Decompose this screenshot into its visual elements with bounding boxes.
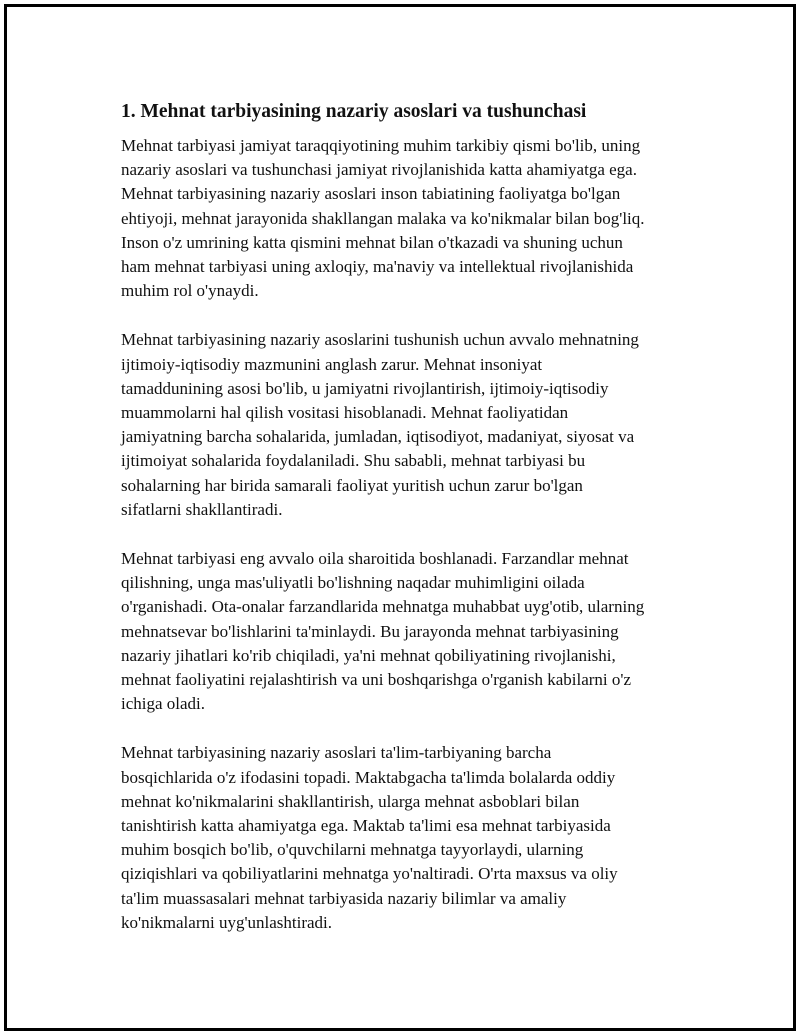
text-line: qilishning, unga mas'uliyatli bo'lishning naqadar muhimligini oilada [121,573,585,593]
text-line: sifatlarni shakllantiradi. [121,499,283,519]
text-line: muhim bosqich bo'lib, o'quvchilarni mehnatga tayyorlaydi, ularning [121,840,584,860]
text-line: mehnat ko'nikmalarini shakllantirish, ularga mehnat asboblari bilan [121,791,580,811]
text-line: muhim rol o'ynaydi. [121,281,259,301]
page-frame [4,4,796,1031]
text-line: ta'lim muassasalari mehnat tarbiyasida nazariy bilimlar va amaliy [121,888,567,908]
section-heading: 1. Mehnat tarbiyasining nazariy asoslari va tushunchasi [121,101,587,122]
paragraph [121,547,693,716]
text-line: Mehnat tarbiyasining nazariy asoslarini tushunish uchun avvalo mehnatning [121,330,639,350]
text-line: ijtimoiy-iqtisodiy mazmunini anglash zarur. Mehnat insoniyat [121,354,543,374]
text-line: ham mehnat tarbiyasi uning axloqiy, ma'naviy va intellektual rivojlanishida [121,257,634,277]
text-line: Mehnat tarbiyasining nazariy asoslari ta'lim-tarbiyaning barcha [121,743,552,763]
text-line: Mehnat tarbiyasining nazariy asoslari inson tabiatining faoliyatga bo'lgan [121,184,621,204]
text-line: jamiyatning barcha sohalarida, jumladan, iqtisodiyot, madaniyat, siyosat va [121,427,635,447]
text-line: ijtimoiyat sohalarida foydalaniladi. Shu sababli, mehnat tarbiyasi bu [121,451,586,471]
document-body [121,99,693,960]
text-line: nazariy asoslari va tushunchasi jamiyat rivojlanishida katta ahamiyatga ega. [121,160,637,180]
paragraph [121,741,693,935]
text-line: sohalarning har birida samarali faoliyat yuritish uchun zarur bo'lgan [121,475,583,495]
text-line: Inson o'z umrining katta qismini mehnat bilan o'tkazadi va shuning uchun [121,232,623,252]
text-line: tamaddunining asosi bo'lib, u jamiyatni rivojlantirish, ijtimoiy-iqtisodiy [121,378,609,398]
text-line: tanishtirish katta ahamiyatga ega. Maktab ta'limi esa mehnat tarbiyasida [121,816,611,836]
text-line: qiziqishlari va qobiliyatlarini mehnatga yo'naltiradi. O'rta maxsus va oliy [121,864,618,884]
text-line: Mehnat tarbiyasi eng avvalo oila sharoitida boshlanadi. Farzandlar mehnat [121,549,629,569]
text-line: ko'nikmalarni uyg'unlashtiradi. [121,912,333,932]
paragraph [121,328,693,522]
paragraph-list [121,134,693,935]
text-line: nazariy jihatlari ko'rib chiqiladi, ya'ni mehnat qobiliyatining rivojlanishi, [121,645,616,665]
text-line: bosqichlarida o'z ifodasini topadi. Maktabgacha ta'limda bolalarda oddiy [121,767,616,787]
text-line: muammolarni hal qilish vositasi hisoblanadi. Mehnat faoliyatidan [121,403,569,423]
text-line: Mehnat tarbiyasi jamiyat taraqqiyotining muhim tarkibiy qismi bo'lib, uning [121,136,641,155]
text-line: ichiga oladi. [121,694,206,714]
text-line: o'rganishadi. Ota-onalar farzandlarida mehnatga muhabbat uyg'otib, ularning [121,597,645,617]
text-line: ehtiyoji, mehnat jarayonida shakllangan malaka va ko'nikmalar bilan bog'liq. [121,208,645,228]
text-line: mehnatsevar bo'lishlarini ta'minlaydi. Bu jarayonda mehnat tarbiyasining [121,621,619,641]
text-line: mehnat faoliyatini rejalashtirish va uni boshqarishga o'rganish kabilarni o'z [121,670,632,690]
paragraph [121,134,693,303]
